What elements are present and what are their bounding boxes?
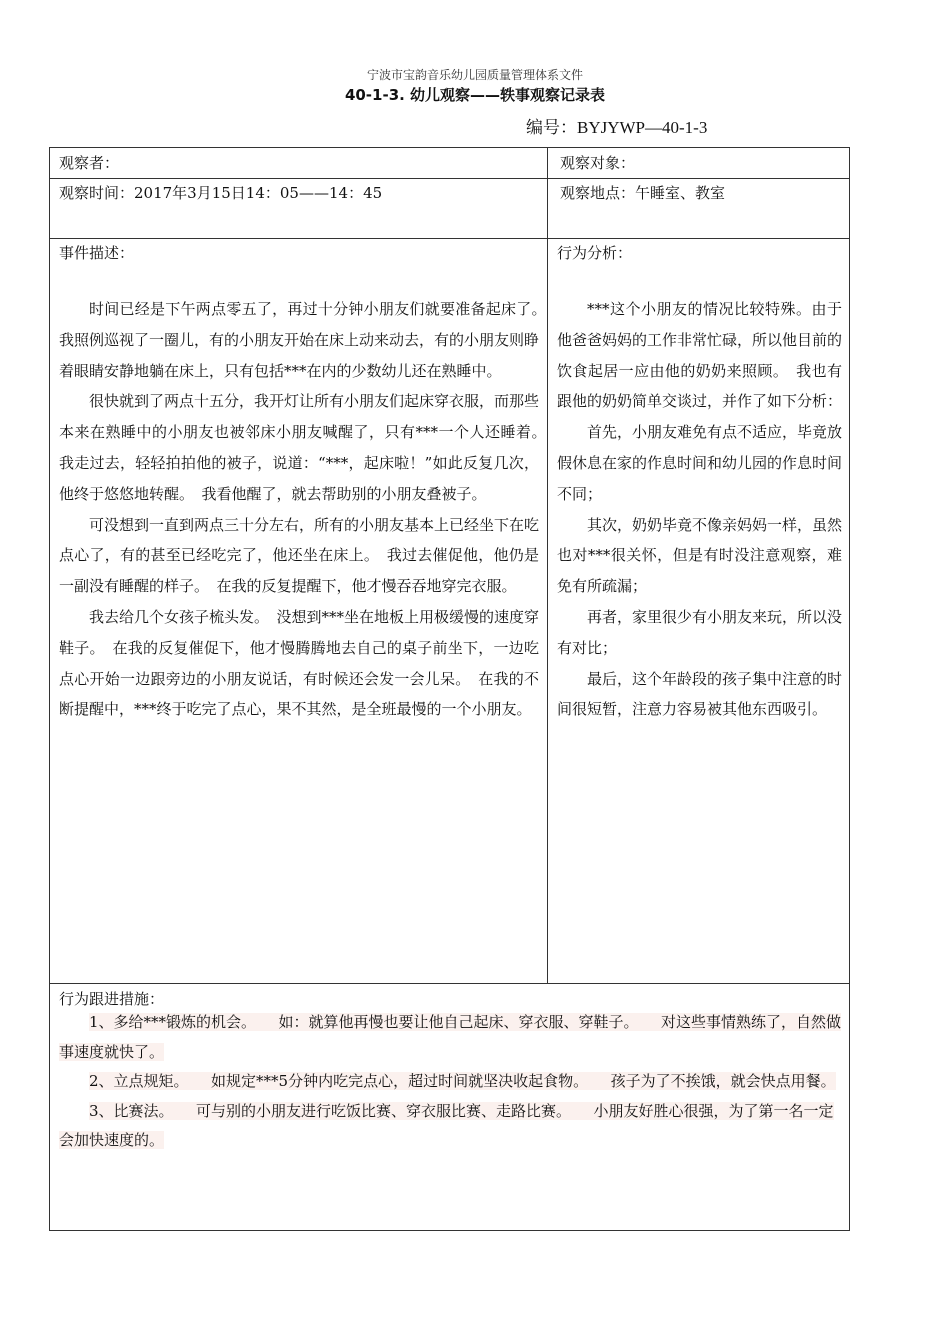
event-paragraph: 时间已经是下午两点零五了，再过十分钟小朋友们就要准备起床了。 我照例巡视了一圈儿，有的小朋友开始在床上动来动去，有的小朋友则睁着眼睛安静地躺在床上，只有包括***在内的少数幼儿还在熟睡中。 [59,300,555,380]
observation-form-table [49,147,850,1231]
measure-item [59,1067,843,1097]
subject-field: 观察对象： [560,154,636,172]
event-paragraph: 可没想到一直到两点三十分左右，所有的小朋友基本上已经坐下在吃点心了，有的甚至已经吃完了，他还坐在床上。 我过去催促他，他仍是一副没有睡醒的样子。 在我的反复提醒下，他才慢吞吞地穿完衣服。 [59,515,540,596]
organization-header: 宁波市宝韵音乐幼儿园质量管理体系文件 [366,68,583,82]
row-divider [50,238,849,239]
event-description-label: 事件描述： [59,244,135,262]
document-code: 编号：BYJYWP—40-1-3 [526,118,708,137]
column-divider [547,148,548,983]
event-paragraph: 很快就到了两点十五分，我开灯让所有小朋友们起床穿衣服，而那些本来在熟睡中的小朋友也被邻床小朋友喊醒了，只有***一个人还睡着。 我走过去，轻轻拍拍他的被子，说道：“***，起床啦！”如此反复几次，他终于悠悠地转醒。 我看他醒了，就去帮助别的小朋友叠被子。 [59,392,555,503]
measure-text: 3、比赛法。 可与别的小朋友进行吃饭比赛、穿衣服比赛、走路比赛。 小朋友好胜心很强，为了第一名一定会加快速度的。 [59,1101,834,1149]
analysis-paragraph: 首先，小朋友难免有点不适应，毕竟放假休息在家的作息时间和幼儿园的作息时间不同； [557,423,843,503]
row-divider [50,983,849,984]
behavior-analysis-label: 行为分析： [557,244,633,262]
document-title: 40-1-3. 幼儿观察——轶事观察记录表 [344,86,606,104]
observer-field: 观察者： [59,154,120,172]
follow-up-measures-list [59,1008,843,1156]
measure-text: 2、立点规矩。 如规定***5分钟内吃完点心，超过时间就坚决收起食物。 孩子为了不挨饿，就会快点用餐。 [89,1072,836,1090]
analysis-paragraph: 最后，这个年龄段的孩子集中注意的时间很短暂，注意力容易被其他东西吸引。 [557,669,843,719]
measure-text: 1、多给***锻炼的机会。 如：就算他再慢也要让他自己起床、穿衣服、穿鞋子。 对这些事情熟练了，自然做事速度就快了。 [59,1013,842,1061]
event-paragraph: 我去给几个女孩子梳头发。 没想到***坐在地板上用极缓慢的速度穿鞋子。 在我的反复催促下，他才慢腾腾地去自己的桌子前坐下，一边吃点心开始一边跟旁边的小朋友说话，有时候还会发一会儿呆。 在我的不断提醒中，***终于吃完了点心，果不其然，是全班最慢的一个小朋友。 [59,607,540,719]
observation-time: 观察时间：2017年3月15日14：05——14：45 [59,184,383,202]
behavior-analysis-text [557,294,842,725]
follow-up-measures-label: 行为跟进措施： [59,990,165,1008]
analysis-paragraph: ***这个小朋友的情况比较特殊。由于他爸爸妈妈的工作非常忙碌，所以他目前的饮食起居一应由他的奶奶来照顾。 我也有跟他的奶奶简单交谈过，并作了如下分析： [557,300,843,411]
observation-location: 观察地点：午睡室、教室 [560,184,726,202]
event-description-text [59,294,555,725]
analysis-paragraph: 再者，家里很少有小朋友来玩，所以没有对比； [557,607,843,657]
measure-item [59,1008,843,1067]
measure-item [59,1097,843,1156]
row-divider [50,178,849,179]
analysis-paragraph: 其次，奶奶毕竟不像亲妈妈一样，虽然也对***很关怀，但是有时没注意观察，难免有所疏漏； [557,515,843,596]
